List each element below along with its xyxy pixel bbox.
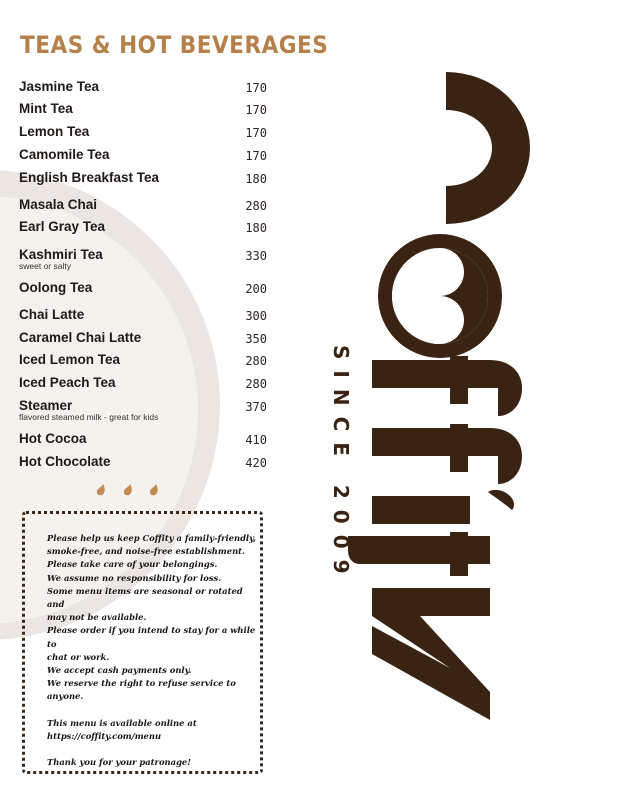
menu-item-price: 170: [245, 103, 267, 117]
menu-item: [19, 101, 267, 117]
menu-item-name: Jasmine Tea: [19, 79, 100, 94]
menu-item-name: Earl Gray Tea: [19, 219, 106, 234]
brand-wordmark: [348, 72, 530, 720]
decorative-drops: [96, 484, 166, 498]
online-url[interactable]: https://coffity.com/menu: [47, 730, 162, 741]
menu-item-name: Hot Chocolate: [19, 454, 111, 469]
menu-item-price: 350: [245, 332, 267, 346]
menu-item: [19, 124, 267, 140]
menu-item-price: 300: [245, 309, 267, 323]
menu-item-price: 410: [245, 433, 267, 447]
notice-line: Please order if you intend to stay for a while to: [47, 625, 256, 649]
menu-item-note: sweet or salty: [19, 261, 71, 271]
brand-tagline: [322, 345, 353, 595]
notice-line: Please help us keep Coffity a family-friendly,: [47, 533, 257, 543]
menu-item: [19, 398, 267, 422]
notice-line: chat or work.: [47, 651, 110, 662]
menu-item-name: Iced Peach Tea: [19, 375, 116, 390]
menu-item-name: Chai Latte: [19, 307, 85, 322]
menu-item-name: Hot Cocoa: [19, 431, 87, 446]
menu-item-price: 280: [245, 377, 267, 391]
page-title: TEAS & HOT BEVERAGES: [20, 31, 329, 59]
menu-item-price: 170: [245, 81, 267, 95]
menu-list: [0, 0, 300, 480]
menu-item-price: 180: [245, 221, 267, 235]
menu-item: [19, 431, 267, 447]
menu-item: [19, 170, 267, 186]
menu-item-name: Caramel Chai Latte: [19, 330, 142, 345]
menu-item: [19, 352, 267, 368]
menu-item-name: Steamer: [19, 398, 73, 413]
menu-item-name: Masala Chai: [19, 197, 98, 212]
menu-item-name: Iced Lemon Tea: [19, 352, 121, 367]
menu-item-name: Oolong Tea: [19, 280, 93, 295]
menu-item-name: Camomile Tea: [19, 147, 110, 162]
online-line: This menu is available online at: [47, 717, 197, 728]
coffee-drop-icon: [96, 484, 106, 496]
menu-item-price: 280: [245, 354, 267, 368]
notice-line: smoke-free, and noise-free establishment.: [47, 546, 245, 557]
notice-line: We reserve the right to refuse service to anyone.: [47, 678, 236, 702]
menu-item: [19, 307, 267, 323]
coffee-drop-icon: [149, 484, 159, 496]
menu-item-price: 280: [245, 199, 267, 213]
menu-item: [19, 280, 267, 296]
menu-item: [19, 147, 267, 163]
coffee-drop-icon: [123, 484, 133, 496]
menu-item-price: 170: [245, 126, 267, 140]
menu-item-name: Lemon Tea: [19, 124, 90, 139]
menu-item: [19, 454, 267, 470]
menu-item: [19, 79, 267, 95]
menu-item-price: 330: [245, 249, 267, 263]
menu-item: [19, 197, 267, 213]
notice-line: We assume no responsibility for loss.: [47, 572, 222, 583]
notice-text: [47, 532, 262, 769]
notice-line: Please take care of your belongings.: [47, 559, 218, 570]
menu-item: [19, 247, 267, 271]
menu-item-price: 200: [245, 282, 267, 296]
menu-item-price: 370: [245, 400, 267, 414]
thanks-text: Thank you for your patronage!: [47, 757, 191, 768]
menu-item-price: 180: [245, 172, 267, 186]
menu-item: [19, 330, 267, 346]
menu-item-name: Kashmiri Tea: [19, 247, 103, 262]
notice-line: Some menu items are seasonal or rotated and: [47, 585, 243, 610]
notice-box: [22, 511, 263, 774]
menu-item: [19, 375, 267, 391]
menu-item-name: English Breakfast Tea: [19, 170, 160, 185]
menu-item-note: flavored steamed milk - great for kids: [19, 412, 159, 422]
menu-item-price: 170: [245, 149, 267, 163]
brand-tagline-text: SINCE 2009: [329, 345, 353, 585]
notice-line: We accept cash payments only.: [47, 665, 192, 676]
menu-item: [19, 219, 267, 235]
notice-line: may not be available.: [47, 612, 147, 623]
menu-item-name: Mint Tea: [19, 101, 73, 116]
menu-item-price: 420: [245, 456, 267, 470]
